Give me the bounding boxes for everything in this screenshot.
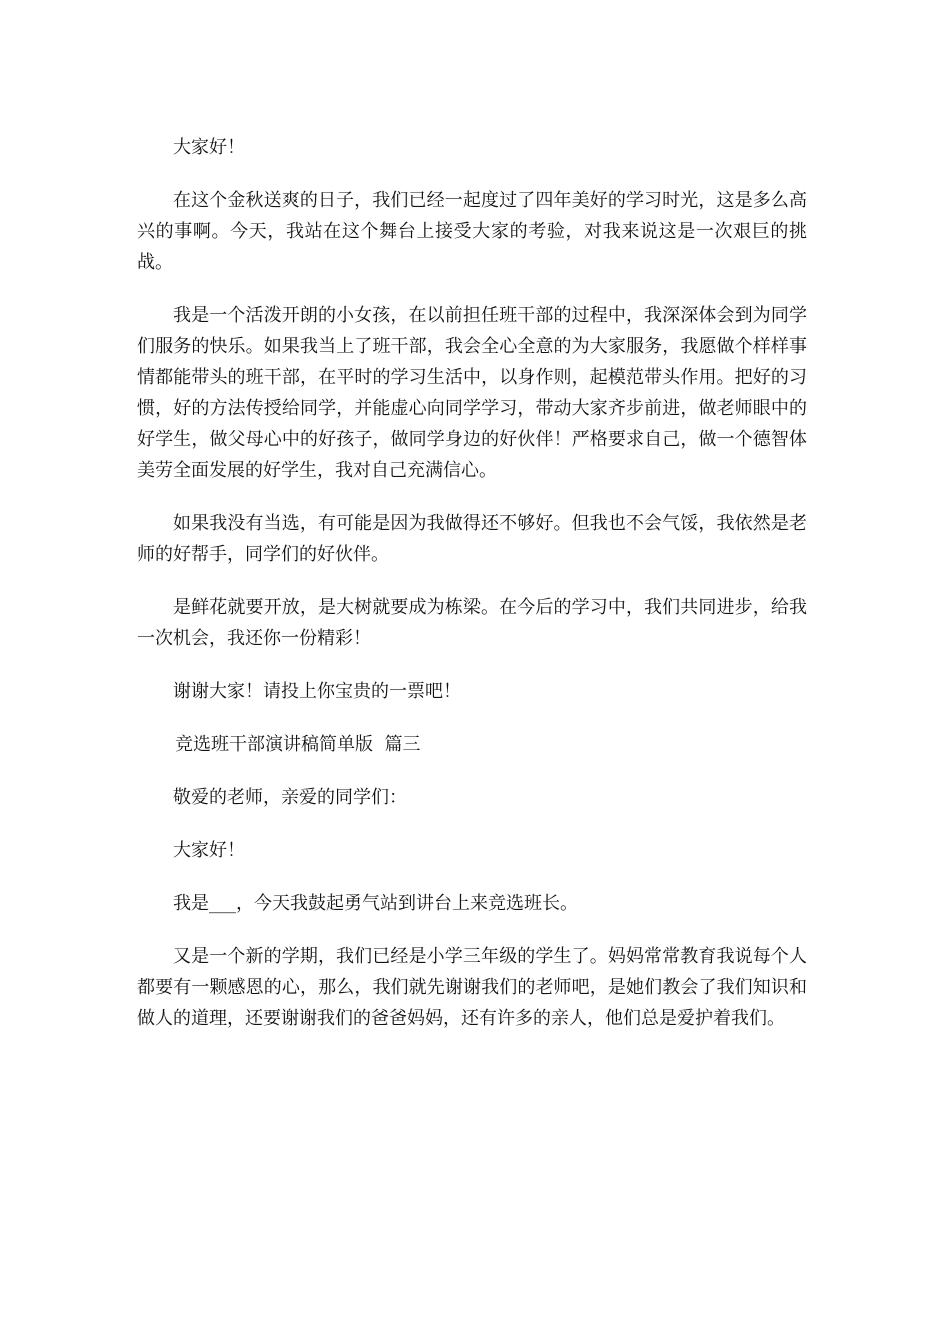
paragraph-flowers: 是鲜花就要开放，是大树就要成为栋梁。在今后的学习中，我们共同进步，给我一次机会，我还你一份精彩！ <box>137 597 807 649</box>
paragraph-intro: 在这个金秋送爽的日子，我们已经一起度过了四年美好的学习时光，这是多么高兴的事啊。今天，我站在这个舞台上接受大家的考验，对我来说这是一次艰巨的挑战。 <box>137 190 807 273</box>
section-heading: 竞选班干部演讲稿简单版 篇三 <box>175 734 421 755</box>
paragraph-salutation: 敬爱的老师，亲爱的同学们： <box>173 787 407 808</box>
paragraph-greeting-2: 大家好！ <box>173 840 245 861</box>
paragraph-new-semester: 又是一个新的学期，我们已经是小学三年级的学生了。妈妈常常教育我说每个人都要有一颗感恩的心，那么，我们就先谢谢我们的老师吧，是她们教会了我们知识和做人的道理，还要谢谢我们的爸爸妈妈，还有许多的亲人，他们总是爱护着我们。 <box>137 946 807 1029</box>
document-body <box>137 132 807 1056</box>
paragraph-greeting: 大家好！ <box>173 137 245 158</box>
paragraph-self-intro: 我是___，今天我鼓起勇气站到讲台上来竞选班长。 <box>173 893 578 914</box>
paragraph-if-not-elected: 如果我没有当选，有可能是因为我做得还不够好。但我也不会气馁，我依然是老师的好帮手，同学们的好伙伴。 <box>137 513 807 565</box>
paragraph-thanks: 谢谢大家！请投上你宝贵的一票吧！ <box>173 681 461 702</box>
paragraph-self-description: 我是一个活泼开朗的小女孩，在以前担任班干部的过程中，我深深体会到为同学们服务的快乐。如果我当上了班干部，我会全心全意的为大家服务，我愿做个样样事情都能带头的班干部，在平时的学习生活中，以身作则，起模范带头作用。把好的习惯，好的方法传授给同学，并能虚心向同学学习，带动大家齐步前进，做老师眼中的好学生，做父母心中的好孩子，做同学身边的好伙伴！严格要求自己，做一个德智体美劳全面发展的好学生，我对自己充满信心。 <box>137 305 807 481</box>
